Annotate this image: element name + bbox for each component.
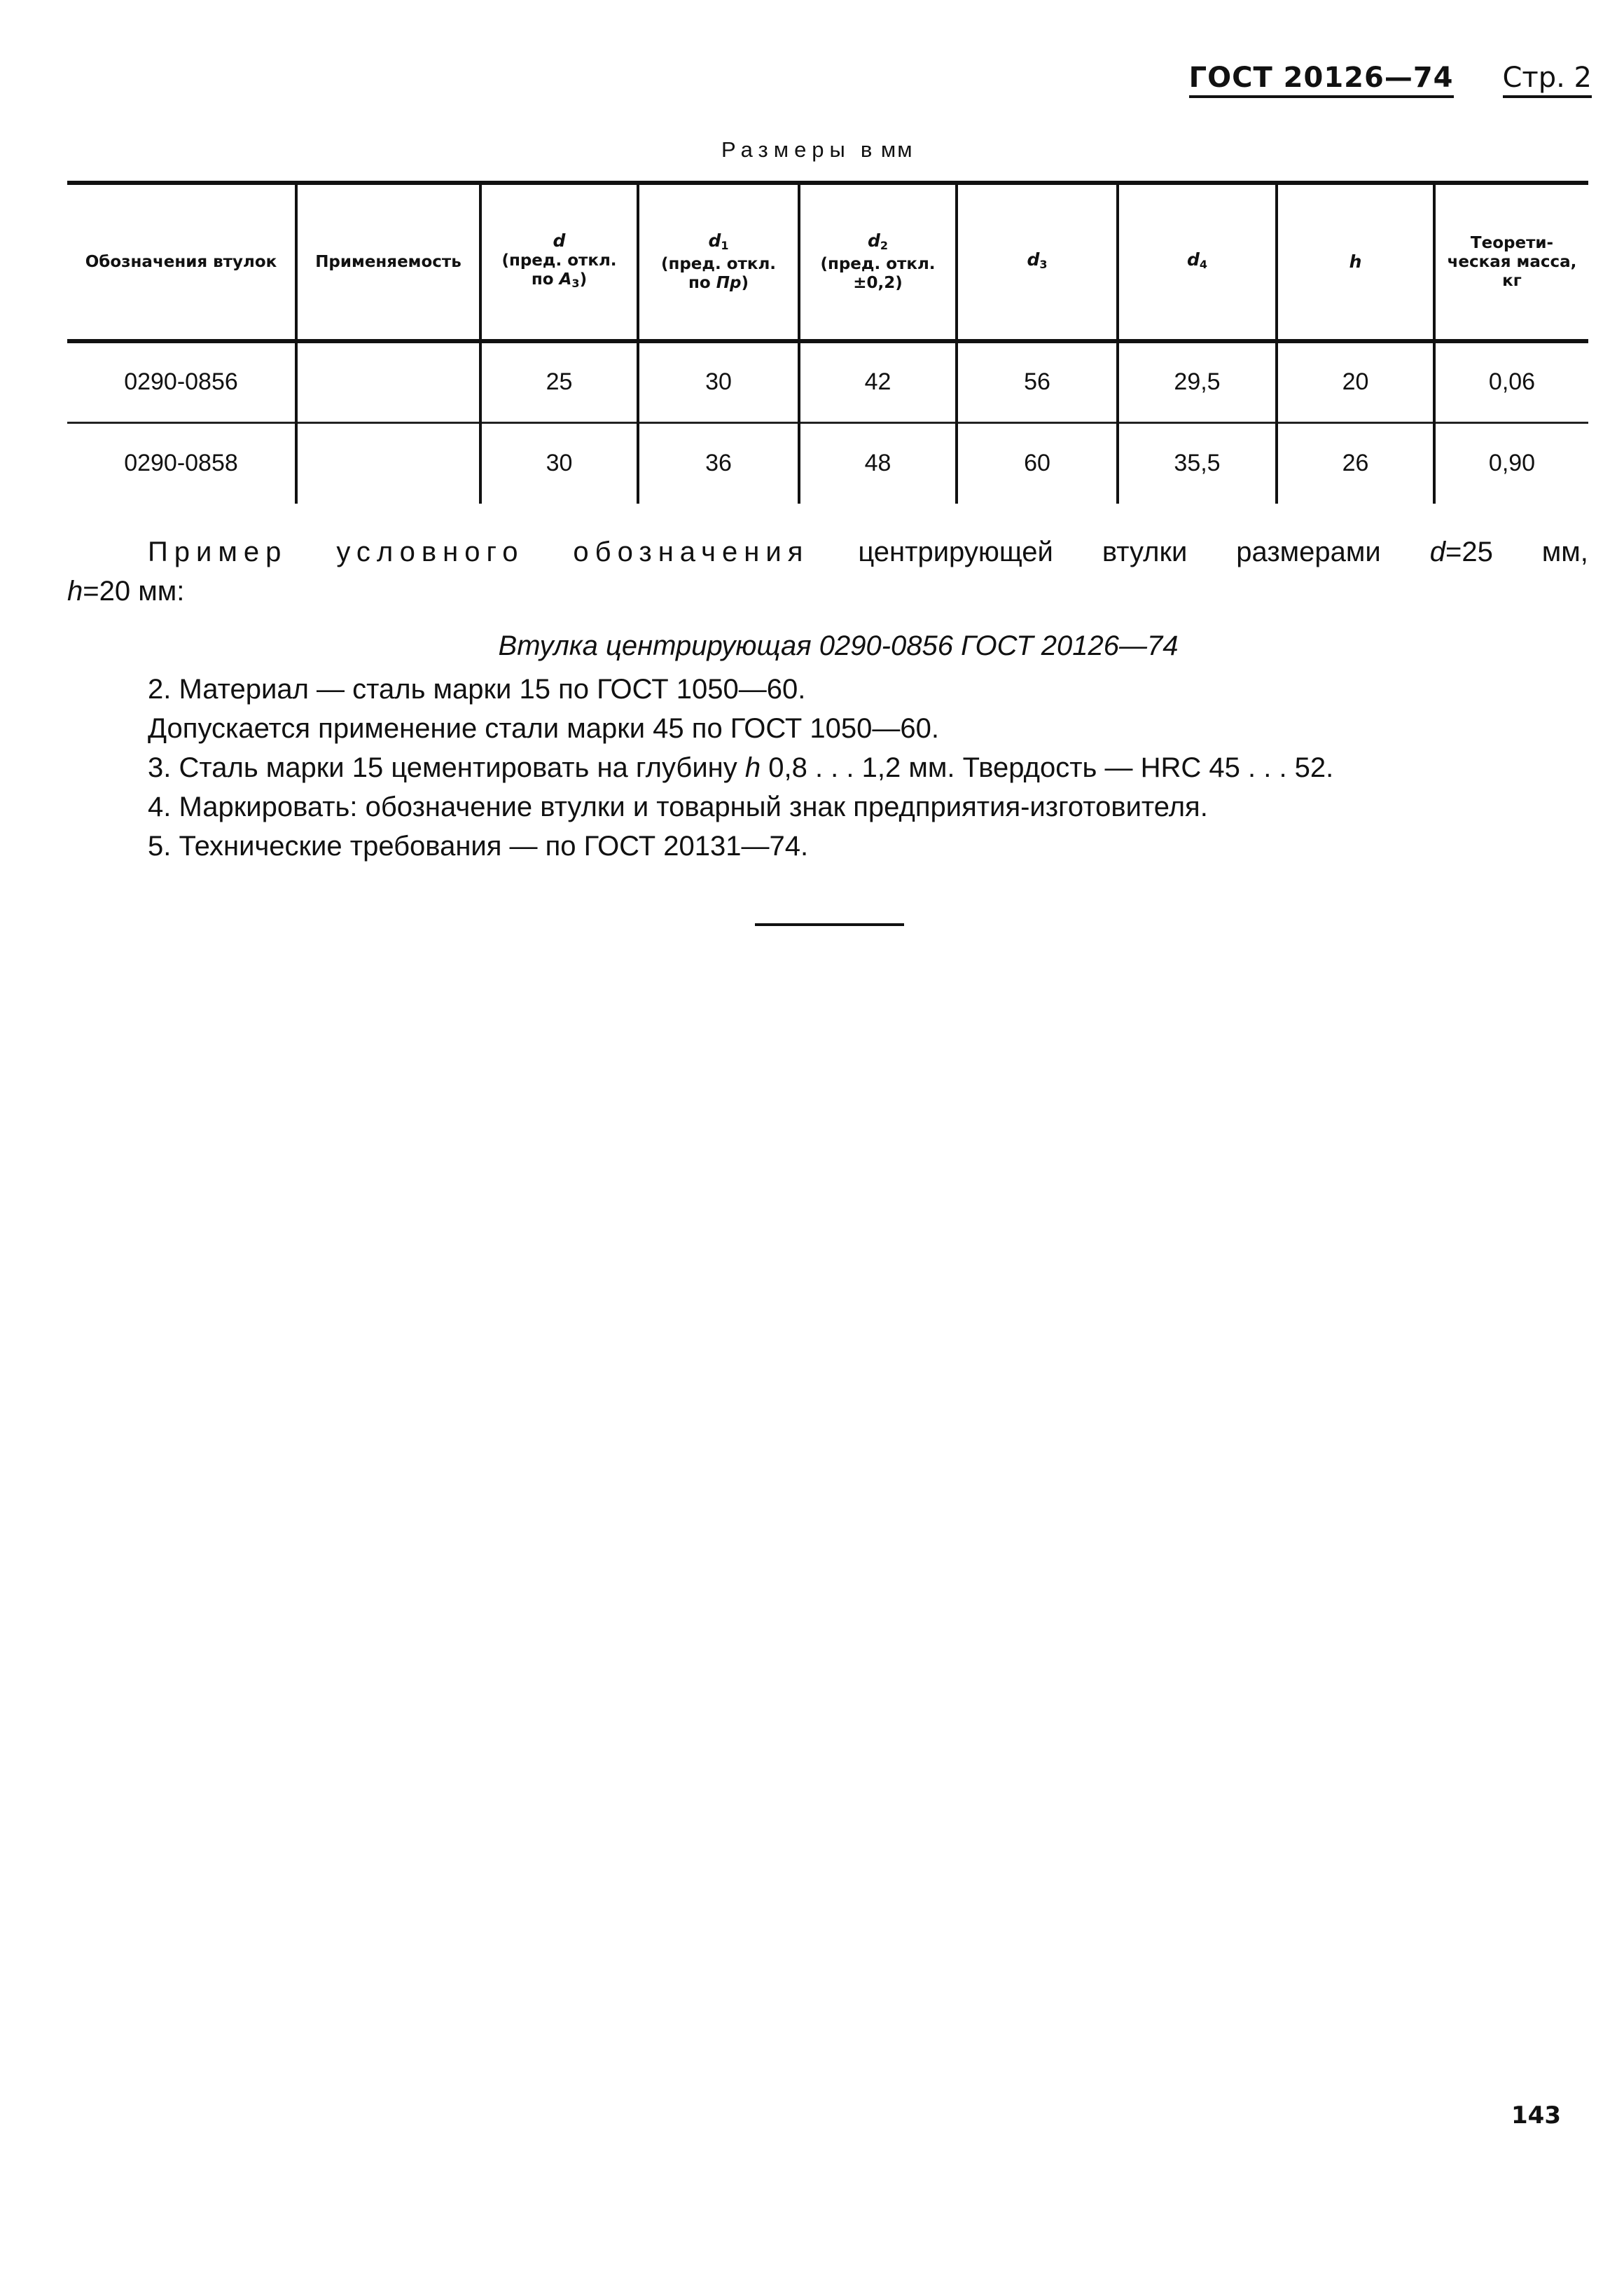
cell-h: 26 [1277, 422, 1434, 504]
body-text [67, 532, 1588, 866]
dimensions-table [67, 181, 1588, 504]
standard-number: ГОСТ 20126—74 [1189, 62, 1454, 98]
header-d1: $d_1$ (пред. откл. по Пр) [638, 183, 799, 341]
cell-d4: 35,5 [1118, 422, 1277, 504]
example-paragraph-line2: h=20 мм: [67, 576, 185, 607]
cell-d4: 29,5 [1118, 341, 1277, 422]
cell-d1: 36 [638, 422, 799, 504]
cell-d3: 60 [957, 422, 1118, 504]
cell-d2: 42 [799, 341, 957, 422]
cell-d1: 30 [638, 341, 799, 422]
cell-applicability [296, 422, 480, 504]
caption-text: Размеры [721, 137, 851, 162]
cell-d: 25 [480, 341, 638, 422]
header-d3: $d_3$ [957, 183, 1118, 341]
cell-mass: 0,90 [1434, 422, 1588, 504]
item-2: 2. Материал — сталь марки 15 по ГОСТ 1050—60. [148, 674, 806, 705]
cell-designation: 0290-0858 [124, 450, 238, 477]
header-d: d (пред. откл. по $A_3$) [480, 183, 638, 341]
table-row [67, 341, 1588, 422]
header-mass: Теорети- ческая масса, кг [1434, 183, 1588, 341]
table-header-row [67, 183, 1588, 341]
cell-d: 30 [480, 422, 638, 504]
cell-h: 20 [1277, 341, 1434, 422]
header-d4: $d_4$ [1118, 183, 1277, 341]
end-rule [755, 923, 904, 926]
cell-applicability [296, 341, 480, 422]
page-header [1189, 62, 1592, 98]
item-4: 4. Маркировать: обозначение втулки и товарный знак предприятия-изготовителя. [148, 792, 1208, 822]
caption-unit: в мм [860, 137, 914, 162]
cell-mass: 0,06 [1434, 341, 1588, 422]
item-5: 5. Технические требования — по ГОСТ 20131—74. [148, 831, 809, 862]
designation-example: Втулка центрирующая 0290-0856 ГОСТ 20126—74 [498, 630, 1179, 661]
header-applicability: Применяемость [296, 183, 480, 341]
cell-designation: 0290-0856 [67, 341, 296, 422]
item-2-note: Допускается применение стали марки 45 по ГОСТ 1050—60. [148, 713, 940, 744]
page-label: Стр. 2 [1503, 62, 1592, 98]
header-designation: Обозначения втулок [67, 183, 296, 341]
item-3: 3. Сталь марки 15 цементировать на глубину h 0,8 . . . 1,2 мм. Твердость — HRC 45 . . . 52. [148, 752, 1334, 783]
table-caption [721, 137, 914, 163]
table-row [67, 422, 1588, 504]
example-paragraph-line1: Пример условного обозначения центрирующей втулки размерами d=25 мм, [148, 537, 1588, 567]
cell-d3: 56 [957, 341, 1118, 422]
page-number: 143 [1511, 2101, 1561, 2129]
header-h: h [1277, 183, 1434, 341]
header-d2: $d_2$ (пред. откл. ±0,2) [799, 183, 957, 341]
cell-d2: 48 [799, 422, 957, 504]
